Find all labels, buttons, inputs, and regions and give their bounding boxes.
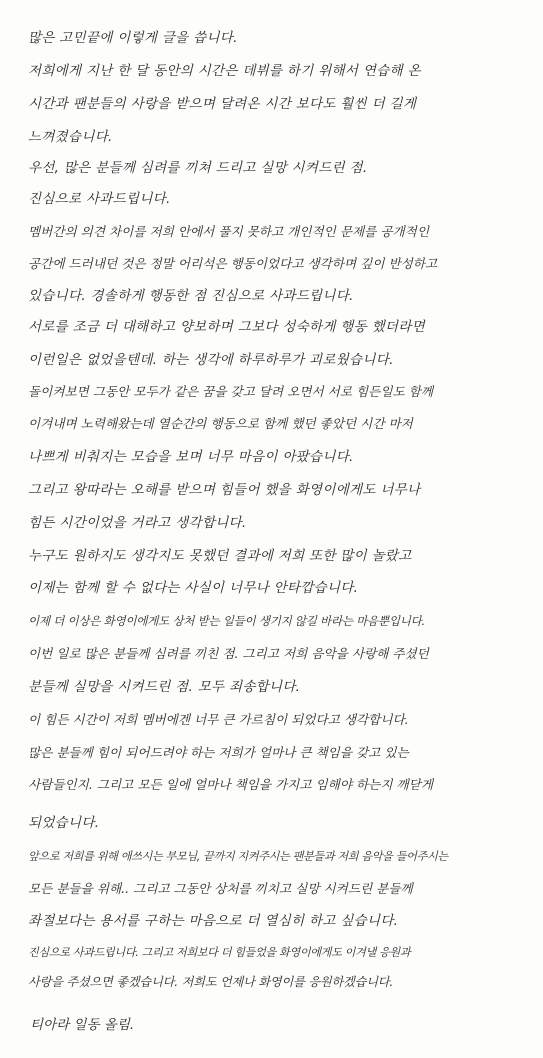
letter-line: 서로를 조금 더 대해하고 양보하며 그보다 성숙하게 행동 했더라면 [28, 319, 425, 335]
letter-line: 힘든 시간이었을 거라고 생각합니다. [28, 515, 247, 531]
letter-line: 분들께 실망을 시켜드린 점. 모두 죄송합니다. [28, 679, 301, 695]
letter-line: 느껴졌습니다. [28, 129, 113, 145]
letter-line: 진심으로 사과드립니다. [28, 191, 171, 207]
letter-line: 나쁘게 비춰지는 모습을 보며 너무 마음이 아팠습니다. [28, 449, 354, 465]
letter-line: 앞으로 저희를 위해 애쓰시는 부모님, 끝까지 지켜주시는 팬분들과 저희 음악을 들어주시는 [28, 850, 448, 863]
letter-line: 사람들인지. 그리고 모든 일에 얼마나 책임을 가지고 임해야 하는지 깨닫게 [28, 777, 433, 792]
letter-line: 이제 더 이상은 화영이에게도 상처 받는 일들이 생기지 않길 바라는 마음뿐입니다. [28, 614, 425, 628]
letter-line: 저희에게 지난 한 달 동안의 시간은 데뷔를 하기 위해서 연습해 온 [28, 63, 421, 79]
letter-line: 되었습니다. [28, 815, 100, 831]
letter-line: 있습니다. 경솔하게 행동한 점 진심으로 사과드립니다. [28, 288, 354, 304]
letter-line: 많은 분들께 힘이 되어드려야 하는 저희가 얼마나 큰 책임을 갖고 있는 [28, 745, 409, 760]
letter-line: 많은 고민끝에 이렇게 글을 씁니다. [28, 30, 238, 46]
letter-line: 사랑을 주셨으면 좋겠습니다. 저희도 언제나 화영이를 응원하겠습니다. [28, 975, 394, 989]
letter-line: 돌이켜보면 그동안 모두가 같은 꿈을 갖고 달려 오면서 서로 힘든일도 함께 [28, 384, 433, 399]
letter-line: 멤버간의 의견 차이를 저희 안에서 풀지 못하고 개인적인 문제를 공개적인 [28, 224, 429, 239]
letter-line: 이런일은 없었을텐데. 하는 생각에 하루하루가 괴로웠습니다. [28, 352, 394, 368]
letter-line: 이제는 함께 할 수 없다는 사실이 너무나 안타깝습니다. [28, 580, 359, 596]
letter-line: 그리고 왕따라는 오해를 받으며 힘들어 했을 화영이에게도 너무나 [28, 482, 421, 498]
letter-signature: 티아라 일동 올림. [30, 1017, 135, 1033]
letter-line: 우선, 많은 분들께 심려를 끼쳐 드리고 실망 시켜드린 점. [28, 160, 368, 176]
letter-line: 진심으로 사과드립니다. 그리고 저희보다 더 힘들었을 화영이에게도 이겨낼 응원과 [28, 946, 411, 959]
letter-line: 이번 일로 많은 분들께 심려를 끼친 점. 그리고 저희 음악을 사랑해 주셨던 [28, 646, 429, 661]
letter-line: 좌절보다는 용서를 구하는 마음으로 더 열심히 하고 싶습니다. [28, 913, 399, 929]
letter-line: 누구도 원하지도 생각지도 못했던 결과에 저희 또한 많이 놀랐고 [28, 548, 412, 564]
letter-line: 이겨내며 노력해왔는데 열순간의 행동으로 함께 했던 좋았던 시간 마저 [28, 416, 413, 431]
letter-line: 이 힘든 시간이 저희 멤버에겐 너무 큰 가르침이 되었다고 생각합니다. [28, 712, 409, 727]
letter-line: 모든 분들을 위해.. 그리고 그동안 상처를 끼치고 실망 시켜드린 분들께 [28, 881, 413, 896]
letter-line: 시간과 팬분들의 사랑을 받으며 달려온 시간 보다도 훨씬 더 길게 [28, 96, 417, 112]
letter-line: 공간에 드러내던 것은 정말 어리석은 행동이었다고 생각하며 깊이 반성하고 [28, 256, 438, 271]
